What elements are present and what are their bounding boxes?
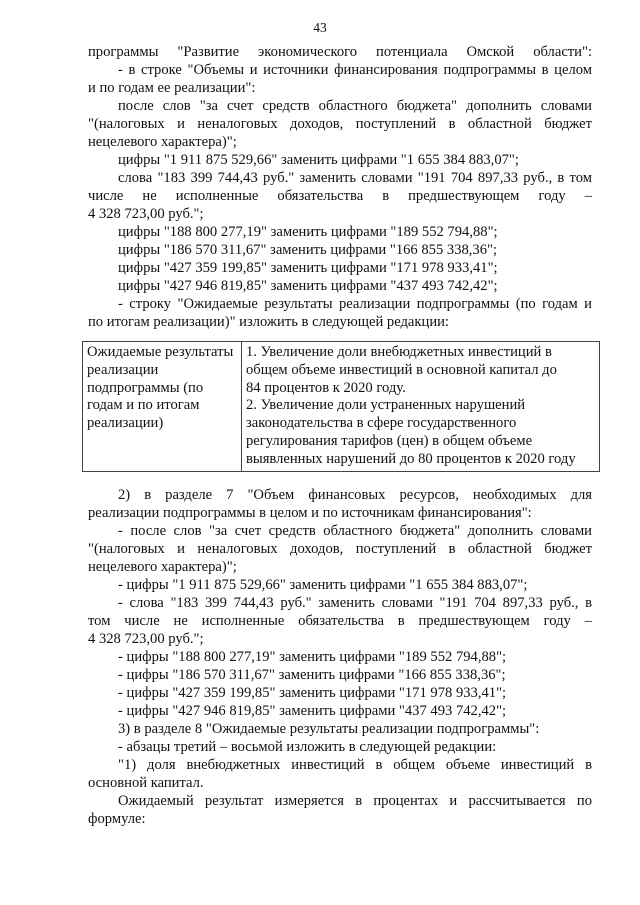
- text-line: нецелевого характера)";: [88, 134, 237, 150]
- text-line: цифры "186 570 311,67" заменить цифрами "166 855 338,36";: [118, 242, 498, 258]
- text-line: 3) в разделе 8 "Ожидаемые результаты реализации подпрограммы":: [118, 721, 540, 737]
- text-line: том числе не исполненные обязательства в предшествующем году –: [88, 613, 592, 629]
- text-line: - в строке "Объемы и источники финансирования подпрограммы в целом: [118, 62, 592, 78]
- text-line: 4 328 723,00 руб.";: [88, 631, 204, 647]
- text-line: числе не исполненные обязательства в предшествующем году –: [88, 188, 592, 204]
- text-line: "1) доля внебюджетных инвестиций в общем объеме инвестиций в: [118, 757, 592, 773]
- text-line: "(налоговых и неналоговых доходов, поступлений в областной бюджет: [88, 541, 592, 557]
- table-cell-line: 84 процентов к 2020 году.: [246, 379, 406, 396]
- table-cell-label: [83, 342, 242, 472]
- text-line: - цифры "427 359 199,85" заменить цифрами "171 978 933,41";: [118, 685, 507, 701]
- text-line: цифры "1 911 875 529,66" заменить цифрами "1 655 384 883,07";: [118, 152, 519, 168]
- text-line: формуле:: [88, 811, 146, 827]
- table-cell-line: регулирования тарифов (цен) в общем объеме: [246, 432, 533, 449]
- text-line: нецелевого характера)";: [88, 559, 237, 575]
- text-line: реализации подпрограммы в целом и по источникам финансирования":: [88, 505, 532, 521]
- text-line: - абзацы третий – восьмой изложить в следующей редакции:: [118, 739, 497, 755]
- text-line: "(налоговых и неналоговых доходов, поступлений в областной бюджет: [88, 116, 592, 132]
- table-cell-value: [242, 342, 600, 472]
- table-cell-line: законодательства в сфере государственного: [246, 415, 517, 432]
- table-cell-line: реализации): [87, 415, 164, 432]
- text-line: - цифры "188 800 277,19" заменить цифрами "189 552 794,88";: [118, 649, 507, 665]
- text-line: - цифры "427 946 819,85" заменить цифрами "437 493 742,42";: [118, 703, 507, 719]
- text-line: цифры "188 800 277,19" заменить цифрами "189 552 794,88";: [118, 224, 498, 240]
- table-cell-line: общем объеме инвестиций в основной капитал до: [246, 361, 557, 378]
- text-line: после слов "за счет средств областного бюджета" дополнить словами: [118, 98, 592, 114]
- page-number: 43: [313, 20, 327, 35]
- text-line: по итогам реализации)" изложить в следующей редакции:: [88, 314, 449, 330]
- text-line: Ожидаемый результат измеряется в процентах и рассчитывается по: [118, 793, 592, 809]
- text-line: - цифры "1 911 875 529,66" заменить цифрами "1 655 384 883,07";: [118, 577, 528, 593]
- table-cell-line: 1. Увеличение доли внебюджетных инвестиций в: [246, 344, 552, 360]
- text-line: цифры "427 359 199,85" заменить цифрами "171 978 933,41";: [118, 260, 498, 276]
- text-line: - после слов "за счет средств областного бюджета" дополнить словами: [118, 523, 592, 539]
- text-line: и по годам ее реализации":: [88, 80, 256, 96]
- text-line: слова "183 399 744,43 руб." заменить словами "191 704 897,33 руб., в том: [118, 170, 592, 186]
- table-cell-line: Ожидаемые результаты: [87, 344, 234, 360]
- table-cell-line: годам и по итогам: [87, 397, 200, 414]
- text-line: - строку "Ожидаемые результаты реализации подпрограммы (по годам и: [118, 296, 592, 312]
- table-cell-line: 2. Увеличение доли устраненных нарушений: [246, 397, 526, 414]
- table-cell-line: подпрограммы (по: [87, 379, 204, 396]
- table-cell-line: выявленных нарушений до 80 процентов к 2020 году: [246, 450, 576, 467]
- text-line: 2) в разделе 7 "Объем финансовых ресурсов, необходимых для: [118, 487, 592, 503]
- text-line: 4 328 723,00 руб.";: [88, 206, 204, 222]
- text-line: основной капитал.: [88, 775, 204, 791]
- table-row: [83, 342, 600, 472]
- text-line: цифры "427 946 819,85" заменить цифрами "437 493 742,42";: [118, 278, 498, 294]
- text-line: программы "Развитие экономического потенциала Омской области":: [88, 44, 592, 60]
- text-line: - слова "183 399 744,43 руб." заменить словами "191 704 897,33 руб., в: [118, 595, 592, 611]
- text-line: - цифры "186 570 311,67" заменить цифрами "166 855 338,36";: [118, 667, 506, 683]
- results-table: [82, 341, 600, 472]
- table-cell-line: реализации: [87, 361, 159, 378]
